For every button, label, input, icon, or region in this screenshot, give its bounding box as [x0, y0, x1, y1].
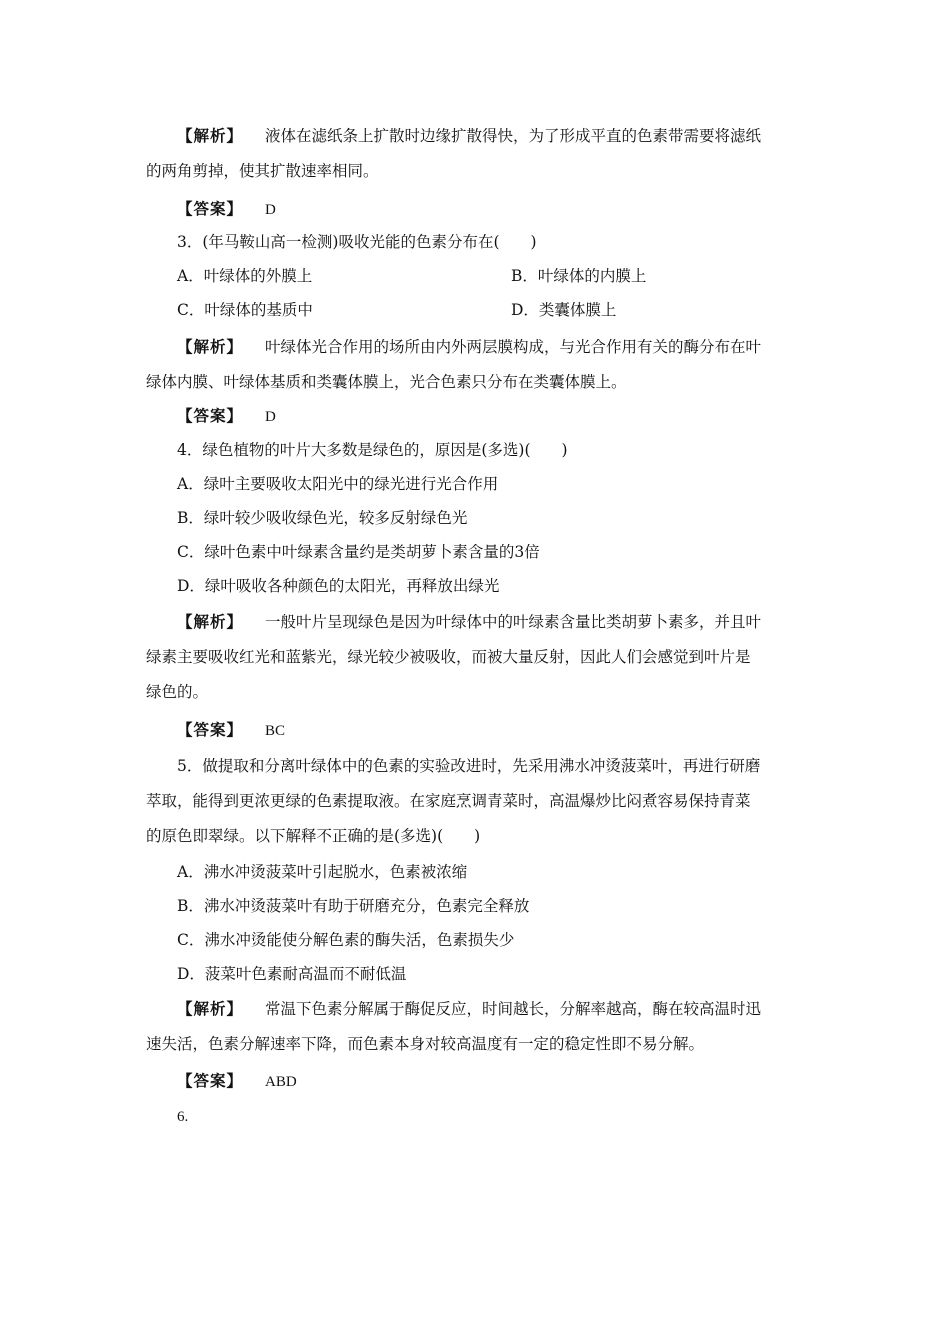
q2-answer — [177, 199, 843, 220]
q4-analysis-line-1: 【解析】 一般叶片呈现绿色是因为叶绿体中的叶绿素含量比类胡萝卜素多，并且叶 — [177, 612, 762, 631]
q2-analysis-line-1: 【解析】 液体在滤纸条上扩散时边缘扩散得快，为了形成平直的色素带需要将滤纸 — [177, 126, 762, 145]
q3-stem: 3．(年马鞍山高一检测)吸收光能的色素分布在( ) — [177, 233, 537, 251]
answer-tag: 【答案】 — [177, 406, 244, 425]
analysis-tag: 【解析】 — [177, 337, 244, 356]
q5-stem-line-1: 5．做提取和分离叶绿体中的色素的实验改进时，先采用沸水冲烫菠菜叶，再进行研磨 — [177, 757, 761, 775]
q4-option-c: C．绿叶色素中叶绿素含量约是类胡萝卜素含量的3倍 — [177, 543, 540, 561]
answer-value: BC — [265, 723, 286, 739]
q4-option-a: A．绿叶主要吸收太阳光中的绿光进行光合作用 — [177, 475, 499, 493]
q2-analysis-line-2: 的两角剪掉，使其扩散速率相同。 — [146, 162, 379, 180]
q5-stem-line-3: 的原色即翠绿。以下解释不正确的是(多选)( ) — [146, 827, 481, 845]
q4-option-b: B．绿叶较少吸收绿色光，较多反射绿色光 — [177, 509, 468, 527]
answer-value: ABD — [265, 1074, 297, 1090]
q6-number: 6. — [177, 1109, 189, 1125]
answer-tag: 【答案】 — [177, 1071, 244, 1090]
q5-option-c: C．沸水冲烫能使分解色素的酶失活，色素损失少 — [177, 931, 515, 949]
q4-option-d: D．绿叶吸收各种颜色的太阳光，再释放出绿光 — [177, 577, 500, 595]
q3-analysis-line-1: 【解析】 叶绿体光合作用的场所由内外两层膜构成，与光合作用有关的酶分布在叶 — [177, 337, 762, 356]
analysis-tag: 【解析】 — [177, 126, 244, 145]
answer-value: D — [265, 202, 276, 218]
q3-answer — [177, 406, 843, 427]
q3-option-a: A．叶绿体的外膜上 — [177, 267, 313, 285]
analysis-tag: 【解析】 — [177, 999, 244, 1018]
answer-value: D — [265, 409, 276, 425]
q4-analysis-line-3: 绿色的。 — [146, 683, 209, 701]
q5-option-d: D．菠菜叶色素耐高温而不耐低温 — [177, 965, 407, 983]
q5-analysis-line-1: 【解析】 常温下色素分解属于酶促反应，时间越长，分解率越高，酶在较高温时迅 — [177, 999, 762, 1018]
q5-option-a: A．沸水冲烫菠菜叶引起脱水，色素被浓缩 — [177, 863, 468, 881]
q5-answer — [177, 1071, 843, 1092]
q5-option-b: B．沸水冲烫菠菜叶有助于研磨充分，色素完全释放 — [177, 897, 530, 915]
q3-option-c: C．叶绿体的基质中 — [177, 301, 313, 319]
answer-tag: 【答案】 — [177, 720, 244, 739]
q3-option-b: B．叶绿体的内膜上 — [511, 267, 647, 285]
q4-answer — [177, 720, 843, 741]
analysis-tag: 【解析】 — [177, 612, 244, 631]
q3-option-d: D．类囊体膜上 — [511, 301, 617, 319]
q5-analysis-line-2: 速失活，色素分解速率下降，而色素本身对较高温度有一定的稳定性即不易分解。 — [146, 1035, 705, 1053]
q4-stem: 4．绿色植物的叶片大多数是绿色的，原因是(多选)( ) — [177, 441, 568, 459]
answer-tag: 【答案】 — [177, 199, 244, 218]
q4-analysis-line-2: 绿素主要吸收红光和蓝紫光，绿光较少被吸收，而被大量反射，因此人们会感觉到叶片是 — [146, 648, 751, 666]
q5-stem-line-2: 萃取，能得到更浓更绿的色素提取液。在家庭烹调青菜时，高温爆炒比闷煮容易保持青菜 — [146, 792, 751, 810]
q3-analysis-line-2: 绿体内膜、叶绿体基质和类囊体膜上，光合色素只分布在类囊体膜上。 — [146, 373, 627, 391]
